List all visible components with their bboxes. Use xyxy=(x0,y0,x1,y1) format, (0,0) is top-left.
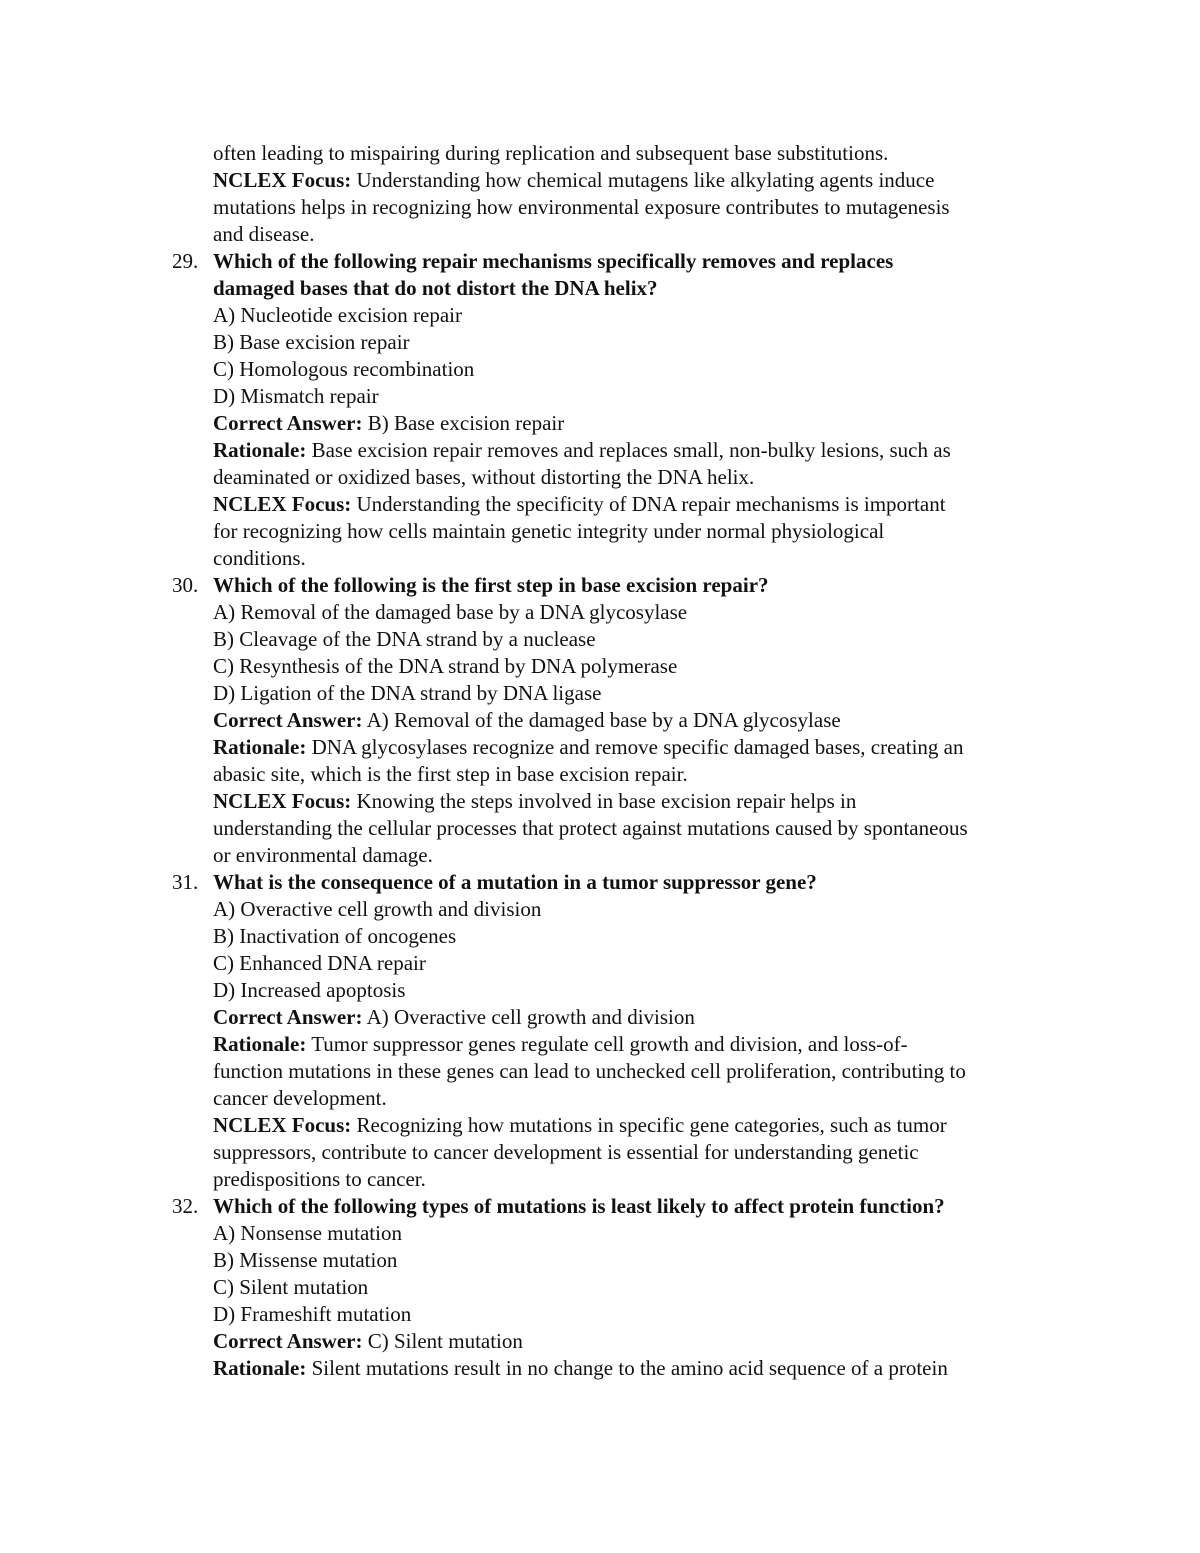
answer-label: Correct Answer: xyxy=(213,411,363,435)
option-d: D) Increased apoptosis xyxy=(213,978,406,1002)
option-c: C) Resynthesis of the DNA strand by DNA polymerase xyxy=(213,654,678,678)
text-line: and disease. xyxy=(213,222,315,246)
option-b: B) Missense mutation xyxy=(213,1248,398,1272)
option-b: B) Cleavage of the DNA strand by a nuclease xyxy=(213,627,596,651)
text-line: mutations helps in recognizing how environmental exposure contributes to mutagenesis xyxy=(213,195,950,219)
option-d: D) Ligation of the DNA strand by DNA ligase xyxy=(213,681,602,705)
correct-answer: Correct Answer: A) Overactive cell growth and division xyxy=(213,1005,695,1029)
option-a: A) Nucleotide excision repair xyxy=(213,303,462,327)
correct-answer: Correct Answer: A) Removal of the damaged base by a DNA glycosylase xyxy=(213,708,841,732)
nclex-label: NCLEX Focus: xyxy=(213,168,352,192)
rationale: Rationale: Tumor suppressor genes regulate cell growth and division, and loss-of- xyxy=(213,1032,908,1056)
nclex-label: NCLEX Focus: xyxy=(213,789,352,813)
question-text: Which of the following types of mutations is least likely to affect protein function? xyxy=(213,1194,945,1218)
rationale-label: Rationale: xyxy=(213,1356,307,1380)
text-line: understanding the cellular processes that protect against mutations caused by spontaneous xyxy=(213,816,968,840)
option-a: A) Removal of the damaged base by a DNA glycosylase xyxy=(213,600,688,624)
nclex-focus-line: NCLEX Focus: Recognizing how mutations in specific gene categories, such as tumor xyxy=(213,1113,947,1137)
nclex-focus-line: NCLEX Focus: Knowing the steps involved in base excision repair helps in xyxy=(213,789,857,813)
text-line: cancer development. xyxy=(213,1086,387,1110)
option-c: C) Homologous recombination xyxy=(213,357,475,381)
question-text: Which of the following repair mechanisms specifically removes and replaces xyxy=(213,249,894,273)
nclex-focus-line: NCLEX Focus: Understanding how chemical mutagens like alkylating agents induce xyxy=(213,168,935,192)
text-line: function mutations in these genes can lead to unchecked cell proliferation, contributing to xyxy=(213,1059,966,1083)
rationale-label: Rationale: xyxy=(213,1032,307,1056)
correct-answer: Correct Answer: B) Base excision repair xyxy=(213,411,565,435)
rationale-label: Rationale: xyxy=(213,735,307,759)
question-number: 32. xyxy=(172,1194,199,1218)
question-number: 31. xyxy=(172,870,199,894)
option-a: A) Nonsense mutation xyxy=(213,1221,402,1245)
question-text: Which of the following is the first step in base excision repair? xyxy=(213,573,769,597)
text-line: abasic site, which is the first step in base excision repair. xyxy=(213,762,688,786)
rationale: Rationale: Silent mutations result in no change to the amino acid sequence of a protein xyxy=(213,1356,948,1380)
rationale: Rationale: Base excision repair removes and replaces small, non-bulky lesions, such as xyxy=(213,438,951,462)
question-32 xyxy=(0,1193,1200,1220)
question-29 xyxy=(0,248,1200,275)
answer-label: Correct Answer: xyxy=(213,1005,363,1029)
text-line: for recognizing how cells maintain genetic integrity under normal physiological xyxy=(213,519,885,543)
option-c: C) Silent mutation xyxy=(213,1275,369,1299)
option-d: D) Frameshift mutation xyxy=(213,1302,412,1326)
nclex-label: NCLEX Focus: xyxy=(213,492,352,516)
answer-label: Correct Answer: xyxy=(213,1329,363,1353)
question-number: 30. xyxy=(172,573,199,597)
text-line: predispositions to cancer. xyxy=(213,1167,426,1191)
correct-answer: Correct Answer: C) Silent mutation xyxy=(213,1329,523,1353)
answer-label: Correct Answer: xyxy=(213,708,363,732)
option-c: C) Enhanced DNA repair xyxy=(213,951,426,975)
text-line: often leading to mispairing during replication and subsequent base substitutions. xyxy=(213,141,889,165)
question-text-cont: damaged bases that do not distort the DNA helix? xyxy=(213,276,658,300)
rationale-label: Rationale: xyxy=(213,438,307,462)
nclex-focus-line: NCLEX Focus: Understanding the specificity of DNA repair mechanisms is important xyxy=(213,492,946,516)
option-d: D) Mismatch repair xyxy=(213,384,379,408)
option-b: B) Inactivation of oncogenes xyxy=(213,924,457,948)
text-line: suppressors, contribute to cancer development is essential for understanding genetic xyxy=(213,1140,919,1164)
question-number: 29. xyxy=(172,249,199,273)
text-line: or environmental damage. xyxy=(213,843,433,867)
question-text: What is the consequence of a mutation in a tumor suppressor gene? xyxy=(213,870,817,894)
question-31 xyxy=(0,869,1200,896)
question-30 xyxy=(0,572,1200,599)
option-b: B) Base excision repair xyxy=(213,330,410,354)
document-page xyxy=(0,140,1200,1382)
option-a: A) Overactive cell growth and division xyxy=(213,897,542,921)
nclex-label: NCLEX Focus: xyxy=(213,1113,352,1137)
text-line: deaminated or oxidized bases, without distorting the DNA helix. xyxy=(213,465,755,489)
text-line: conditions. xyxy=(213,546,306,570)
rationale: Rationale: DNA glycosylases recognize and remove specific damaged bases, creating an xyxy=(213,735,964,759)
